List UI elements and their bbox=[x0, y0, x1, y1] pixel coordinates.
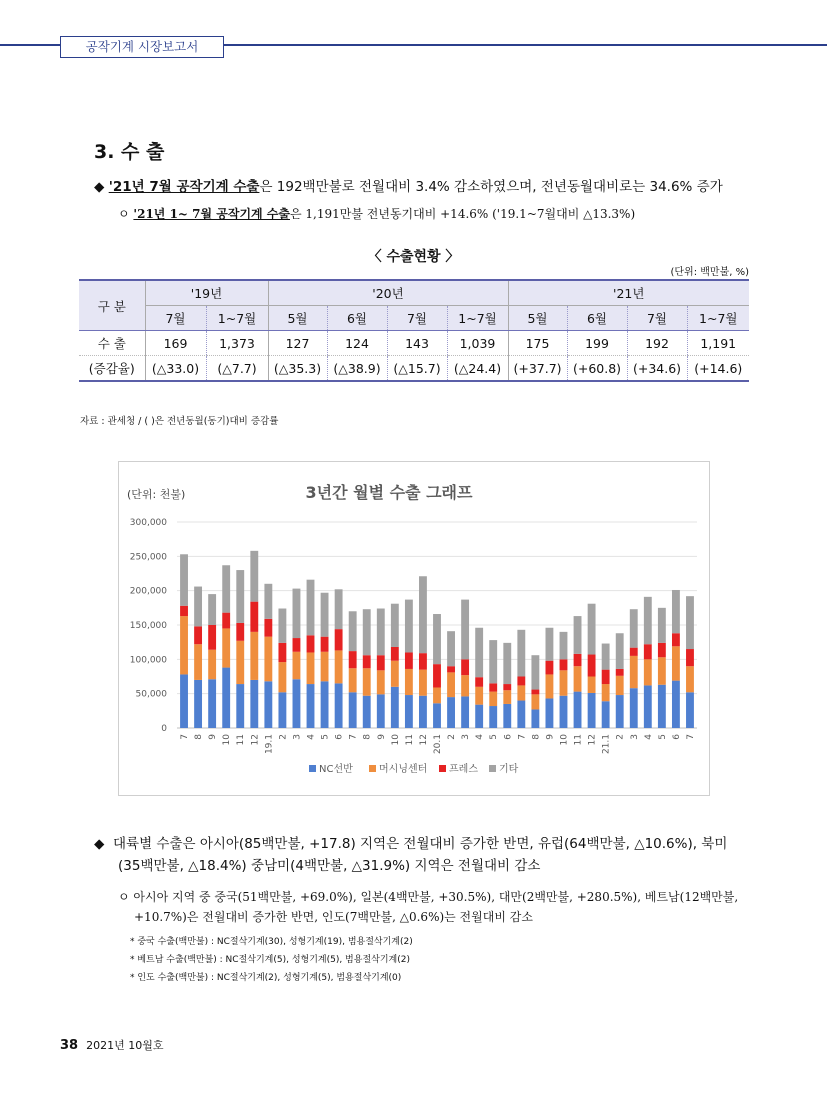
bar-segment bbox=[307, 635, 315, 652]
month-header: 6월 bbox=[567, 306, 627, 331]
x-tick-label: 12 bbox=[418, 734, 429, 746]
bar-segment bbox=[377, 655, 385, 670]
x-tick-label: 6 bbox=[671, 734, 682, 740]
x-tick-label: 10 bbox=[390, 734, 401, 746]
bar-segment bbox=[686, 649, 694, 666]
table-cell: (+60.8) bbox=[567, 356, 627, 382]
bar-segment bbox=[321, 637, 329, 652]
bar-segment bbox=[560, 659, 568, 670]
bar-segment bbox=[391, 661, 399, 687]
bar-segment bbox=[377, 694, 385, 728]
x-tick-label: 19.1 bbox=[264, 734, 275, 755]
bar-segment bbox=[616, 695, 624, 728]
bar-segment bbox=[363, 696, 371, 728]
table-cell: 1,191 bbox=[687, 331, 749, 356]
bar-segment bbox=[278, 692, 286, 728]
legend-swatch bbox=[489, 765, 496, 772]
bar-segment bbox=[531, 655, 539, 689]
issue-label: 2021년 10월호 bbox=[86, 1039, 164, 1052]
bar-segment bbox=[658, 657, 666, 684]
bar-segment bbox=[503, 704, 511, 728]
bar-segment bbox=[278, 609, 286, 643]
legend-label: NC선반 bbox=[319, 764, 353, 775]
bar-segment bbox=[264, 681, 272, 728]
bar-segment bbox=[208, 650, 216, 680]
bar-segment bbox=[391, 604, 399, 647]
export-ytd-lead: '21년 1~ 7월 공작기계 수출 bbox=[133, 207, 290, 221]
asia-summary-line1: 아시아 지역 중 중국(51백만불, +69.0%), 일본(4백만불, +30.5%), 대만(2백만불, +280.5%), 베트남(12백만불, bbox=[133, 890, 739, 904]
bar-segment bbox=[180, 606, 188, 616]
bar-segment bbox=[419, 653, 427, 669]
month-header: 5월 bbox=[508, 306, 567, 331]
bar-segment bbox=[672, 633, 680, 646]
bar-segment bbox=[222, 628, 230, 667]
bar-segment bbox=[307, 652, 315, 684]
y-tick-label: 150,000 bbox=[129, 621, 167, 631]
y-tick-label: 100,000 bbox=[129, 655, 167, 666]
bar-segment bbox=[349, 692, 357, 728]
bar-segment bbox=[602, 684, 610, 701]
bar-segment bbox=[644, 597, 652, 644]
bar-segment bbox=[250, 632, 258, 680]
bar-segment bbox=[222, 613, 230, 629]
bar-segment bbox=[574, 666, 582, 691]
bar-segment bbox=[293, 589, 301, 638]
table-cell: (△24.4) bbox=[447, 356, 508, 382]
bar-segment bbox=[574, 616, 582, 654]
bar-segment bbox=[293, 638, 301, 652]
x-tick-label: 8 bbox=[362, 734, 373, 740]
table-cell: (△33.0) bbox=[145, 356, 206, 382]
table-cell: 175 bbox=[508, 331, 567, 356]
row-label-export: 수 출 bbox=[79, 331, 145, 356]
bar-segment bbox=[377, 609, 385, 656]
bar-segment bbox=[405, 695, 413, 728]
bar-segment bbox=[419, 670, 427, 696]
legend-swatch bbox=[309, 765, 316, 772]
bar-segment bbox=[658, 608, 666, 643]
note-india: * 인도 수출(백만불) : NC절삭기계(2), 성형기계(5), 범용절삭기계(0) bbox=[130, 973, 402, 983]
x-tick-label: 12 bbox=[250, 734, 261, 746]
export-table bbox=[79, 279, 749, 382]
bar-segment bbox=[264, 584, 272, 619]
row-label-change: (증감율) bbox=[79, 356, 145, 382]
bar-segment bbox=[208, 679, 216, 728]
bar-segment bbox=[180, 616, 188, 674]
x-tick-label: 7 bbox=[517, 734, 528, 740]
x-tick-label: 3 bbox=[461, 734, 472, 740]
diamond-bullet-icon: ◆ bbox=[94, 836, 105, 852]
bar-segment bbox=[475, 705, 483, 728]
y-tick-label: 300,000 bbox=[129, 518, 167, 528]
x-tick-label: 5 bbox=[657, 734, 668, 740]
table-cell: (△7.7) bbox=[206, 356, 268, 382]
table-cell: (+34.6) bbox=[627, 356, 687, 382]
export-summary-text: 은 192백만불로 전월대비 3.4% 감소하였으며, 전년동월대비로는 34.6% 증가 bbox=[259, 179, 723, 195]
x-tick-label: 9 bbox=[376, 734, 387, 740]
bar-segment bbox=[630, 648, 638, 656]
bar-segment bbox=[574, 692, 582, 728]
diamond-bullet-icon: ◆ bbox=[94, 179, 105, 195]
bar-segment bbox=[461, 600, 469, 660]
bar-segment bbox=[307, 684, 315, 728]
x-tick-label: 20.1 bbox=[433, 734, 443, 755]
table-cell: 1,039 bbox=[447, 331, 508, 356]
month-header: 7월 bbox=[145, 306, 206, 331]
bar-segment bbox=[588, 693, 596, 728]
month-header: 7월 bbox=[387, 306, 447, 331]
bar-segment bbox=[447, 631, 455, 666]
x-tick-label: 9 bbox=[208, 734, 219, 740]
table-cell: 199 bbox=[567, 331, 627, 356]
bar-segment bbox=[560, 696, 568, 728]
x-tick-label: 5 bbox=[489, 734, 500, 740]
bar-segment bbox=[616, 676, 624, 695]
bar-segment bbox=[602, 701, 610, 728]
bar-segment bbox=[489, 692, 497, 706]
x-tick-label: 2 bbox=[447, 734, 458, 740]
x-tick-label: 6 bbox=[334, 734, 345, 740]
bar-segment bbox=[349, 651, 357, 668]
x-tick-label: 7 bbox=[180, 734, 191, 740]
legend-swatch bbox=[439, 765, 446, 772]
bar-segment bbox=[658, 643, 666, 657]
y-tick-label: 0 bbox=[161, 724, 167, 734]
bar-segment bbox=[335, 629, 343, 650]
bar-segment bbox=[644, 644, 652, 659]
bar-segment bbox=[517, 677, 525, 686]
bar-segment bbox=[616, 633, 624, 669]
x-tick-label: 3 bbox=[629, 734, 640, 740]
bar-segment bbox=[335, 683, 343, 728]
row-header: 구 분 bbox=[79, 280, 145, 331]
bar-segment bbox=[335, 650, 343, 683]
x-tick-label: 2 bbox=[615, 734, 626, 740]
export-ytd-summary bbox=[118, 205, 635, 222]
bar-segment bbox=[588, 677, 596, 693]
table-source: 자료 : 관세청 / ( )은 전년동월(동기)대비 증감률 bbox=[80, 416, 279, 427]
bar-segment bbox=[686, 666, 694, 692]
bar-segment bbox=[194, 644, 202, 680]
bar-segment bbox=[433, 687, 441, 703]
bar-segment bbox=[545, 661, 553, 675]
table-cell: 127 bbox=[268, 331, 327, 356]
bar-segment bbox=[503, 690, 511, 704]
bar-segment bbox=[236, 641, 244, 684]
bar-segment bbox=[588, 655, 596, 677]
bar-segment bbox=[545, 628, 553, 661]
x-tick-label: 4 bbox=[643, 734, 654, 740]
month-header: 1~7월 bbox=[447, 306, 508, 331]
x-tick-label: 10 bbox=[559, 734, 570, 746]
bar-segment bbox=[363, 655, 371, 668]
bar-segment bbox=[517, 685, 525, 700]
bar-segment bbox=[545, 674, 553, 698]
bar-segment bbox=[264, 637, 272, 682]
bar-segment bbox=[363, 609, 371, 655]
circle-bullet-icon: ㅇ bbox=[118, 890, 130, 904]
bar-segment bbox=[278, 643, 286, 662]
bar-segment bbox=[461, 696, 469, 728]
y-tick-label: 50,000 bbox=[135, 689, 167, 700]
x-tick-label: 7 bbox=[685, 734, 696, 740]
bar-segment bbox=[250, 602, 258, 632]
bar-segment bbox=[658, 685, 666, 728]
x-tick-label: 8 bbox=[531, 734, 542, 740]
x-tick-label: 4 bbox=[475, 734, 486, 740]
legend-label: 머시닝센터 bbox=[379, 764, 428, 775]
bar-segment bbox=[489, 683, 497, 691]
bar-segment bbox=[602, 670, 610, 684]
bar-segment bbox=[321, 593, 329, 637]
bar-segment bbox=[672, 681, 680, 728]
bar-segment bbox=[194, 587, 202, 627]
export-chart-svg bbox=[119, 462, 709, 795]
table-cell: 192 bbox=[627, 331, 687, 356]
bar-segment bbox=[349, 611, 357, 651]
note-china: * 중국 수출(백만불) : NC절삭기계(30), 성형기계(19), 범용절삭기계(2) bbox=[130, 937, 413, 947]
x-tick-label: 10 bbox=[222, 734, 233, 746]
table-cell: (+14.6) bbox=[687, 356, 749, 382]
bar-segment bbox=[475, 628, 483, 677]
circle-bullet-icon: ㅇ bbox=[118, 207, 130, 221]
asia-summary-line2: +10.7%)은 전월대비 증가한 반면, 인도(7백만불, △0.6%)는 전월대비 감소 bbox=[134, 910, 533, 924]
table-title: 〈 수출현황 〉 bbox=[367, 249, 460, 265]
bar-segment bbox=[531, 709, 539, 728]
x-tick-label: 11 bbox=[573, 734, 584, 746]
region-summary-line2: (35백만불, △18.4%) 중남미(4백만불, △31.9%) 지역은 전월대비 감소 bbox=[118, 858, 541, 874]
table-cell: 1,373 bbox=[206, 331, 268, 356]
x-tick-label: 9 bbox=[545, 734, 556, 740]
bar-segment bbox=[672, 646, 680, 680]
bar-segment bbox=[489, 706, 497, 728]
table-cell: (△35.3) bbox=[268, 356, 327, 382]
bar-segment bbox=[503, 684, 511, 690]
bar-segment bbox=[630, 656, 638, 688]
bar-segment bbox=[250, 680, 258, 728]
bar-segment bbox=[391, 687, 399, 728]
bar-segment bbox=[321, 681, 329, 728]
note-vietnam: * 베트남 수출(백만불) : NC절삭기계(5), 성형기계(5), 범용절삭기계(2) bbox=[130, 955, 410, 965]
x-tick-label: 8 bbox=[194, 734, 205, 740]
month-header: 1~7월 bbox=[687, 306, 749, 331]
bar-segment bbox=[447, 666, 455, 672]
bar-segment bbox=[194, 680, 202, 728]
year-header-21: '21년 bbox=[508, 280, 749, 306]
bar-segment bbox=[531, 694, 539, 709]
year-header-20: '20년 bbox=[268, 280, 508, 306]
bar-segment bbox=[630, 688, 638, 728]
bar-segment bbox=[560, 670, 568, 695]
bar-segment bbox=[630, 609, 638, 647]
table-cell: (△15.7) bbox=[387, 356, 447, 382]
bar-segment bbox=[236, 570, 244, 623]
bar-segment bbox=[517, 630, 525, 677]
bar-segment bbox=[208, 594, 216, 625]
bar-segment bbox=[194, 626, 202, 644]
bar-segment bbox=[447, 672, 455, 697]
export-summary bbox=[94, 175, 723, 195]
bar-segment bbox=[405, 669, 413, 695]
bar-segment bbox=[335, 589, 343, 629]
table-cell: 124 bbox=[327, 331, 387, 356]
table-cell: 169 bbox=[145, 331, 206, 356]
bar-segment bbox=[180, 674, 188, 728]
bar-segment bbox=[475, 687, 483, 705]
bar-segment bbox=[349, 668, 357, 692]
x-tick-label: 6 bbox=[503, 734, 514, 740]
month-header: 1~7월 bbox=[206, 306, 268, 331]
bar-segment bbox=[461, 659, 469, 675]
x-tick-label: 5 bbox=[320, 734, 331, 740]
asia-summary bbox=[118, 887, 748, 927]
bar-segment bbox=[433, 703, 441, 728]
y-tick-label: 250,000 bbox=[129, 552, 167, 563]
region-summary-line1: 대륙별 수출은 아시아(85백만불, +17.8) 지역은 전월대비 증가한 반면, 유럽(64백만불, △10.6%), 북미 bbox=[112, 836, 728, 852]
bar-segment bbox=[293, 679, 301, 728]
bar-segment bbox=[574, 654, 582, 666]
month-header: 7월 bbox=[627, 306, 687, 331]
table-cell: (+37.7) bbox=[508, 356, 567, 382]
bar-segment bbox=[405, 652, 413, 668]
month-header: 6월 bbox=[327, 306, 387, 331]
bar-segment bbox=[405, 600, 413, 653]
bar-segment bbox=[672, 590, 680, 633]
bar-segment bbox=[686, 692, 694, 728]
section-title: 3. 수 출 bbox=[94, 141, 165, 163]
bar-segment bbox=[250, 551, 258, 602]
bar-segment bbox=[419, 576, 427, 653]
bar-segment bbox=[503, 643, 511, 684]
bar-segment bbox=[560, 632, 568, 659]
bar-segment bbox=[461, 675, 469, 696]
bar-segment bbox=[321, 652, 329, 682]
x-tick-label: 4 bbox=[306, 734, 317, 740]
y-tick-label: 200,000 bbox=[129, 586, 167, 597]
chart-unit-label: (단위: 천불) bbox=[127, 488, 186, 501]
x-tick-label: 11 bbox=[236, 734, 247, 746]
bar-segment bbox=[419, 696, 427, 728]
bar-segment bbox=[433, 614, 441, 664]
x-tick-label: 11 bbox=[404, 734, 415, 746]
bar-segment bbox=[208, 625, 216, 650]
bar-segment bbox=[517, 701, 525, 728]
table-unit: (단위: 백만불, %) bbox=[670, 267, 749, 278]
bar-segment bbox=[222, 668, 230, 728]
bar-segment bbox=[278, 662, 286, 692]
bar-segment bbox=[447, 697, 455, 728]
month-header: 5월 bbox=[268, 306, 327, 331]
table-cell: (△38.9) bbox=[327, 356, 387, 382]
bar-segment bbox=[391, 647, 399, 661]
bar-segment bbox=[489, 640, 497, 683]
bar-segment bbox=[307, 580, 315, 636]
bar-segment bbox=[180, 554, 188, 606]
bar-segment bbox=[264, 619, 272, 637]
export-summary-lead: '21년 7월 공작기계 수출 bbox=[108, 179, 260, 195]
bar-segment bbox=[531, 690, 539, 695]
chart-title: 3년간 월별 수출 그래프 bbox=[305, 483, 473, 502]
legend-label: 프레스 bbox=[449, 764, 478, 775]
bar-segment bbox=[293, 652, 301, 679]
table-cell: 143 bbox=[387, 331, 447, 356]
bar-segment bbox=[588, 604, 596, 655]
export-ytd-text: 은 1,191만불 전년동기대비 +14.6% ('19.1~7월대비 △13.3%) bbox=[290, 207, 636, 221]
header-tab: 공작기계 시장보고서 bbox=[60, 36, 224, 58]
bar-segment bbox=[222, 565, 230, 612]
bar-segment bbox=[644, 659, 652, 685]
legend-swatch bbox=[369, 765, 376, 772]
page-number: 38 bbox=[60, 1038, 79, 1053]
x-tick-label: 21.1 bbox=[601, 734, 612, 755]
x-tick-label: 2 bbox=[278, 734, 289, 740]
year-header-19: '19년 bbox=[145, 280, 268, 306]
bar-segment bbox=[236, 623, 244, 641]
x-tick-label: 3 bbox=[292, 734, 303, 740]
bar-segment bbox=[433, 664, 441, 687]
bar-segment bbox=[686, 596, 694, 649]
bar-segment bbox=[616, 669, 624, 676]
bar-segment bbox=[377, 670, 385, 694]
x-tick-label: 7 bbox=[348, 734, 359, 740]
bar-segment bbox=[545, 698, 553, 728]
x-tick-label: 12 bbox=[587, 734, 598, 746]
bar-segment bbox=[363, 668, 371, 695]
legend-label: 기타 bbox=[499, 764, 519, 775]
region-summary bbox=[94, 833, 754, 877]
bar-segment bbox=[644, 685, 652, 728]
bar-segment bbox=[236, 684, 244, 728]
bar-segment bbox=[602, 644, 610, 670]
page-footer bbox=[60, 1037, 163, 1053]
export-chart bbox=[118, 461, 710, 796]
bar-segment bbox=[475, 677, 483, 687]
